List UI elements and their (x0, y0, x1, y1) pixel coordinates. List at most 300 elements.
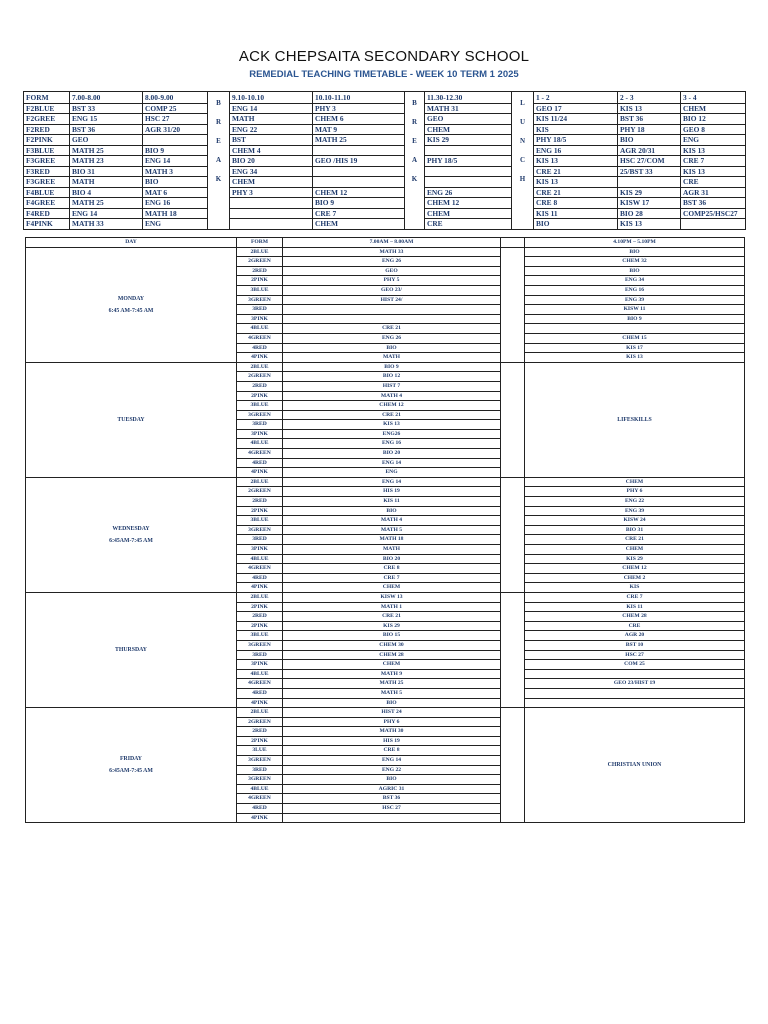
lesson-cell: MATH 25 (70, 198, 143, 209)
lesson-cell: CHEM (313, 219, 405, 230)
timetable-row (24, 166, 746, 177)
form-label: 3PINK (237, 545, 283, 555)
form-label: 3BLUE (237, 285, 283, 295)
lesson-cell: MATH 23 (70, 156, 143, 167)
lesson-cell: CHEM 12 (425, 198, 512, 209)
morning-lesson: CRE 21 (283, 324, 501, 334)
form-label: 3BLUE (237, 516, 283, 526)
spacer-cell (501, 238, 525, 248)
form-label: F2PINK (24, 135, 70, 146)
lesson-cell: BIO 31 (70, 166, 143, 177)
lesson-cell: CRE (681, 177, 746, 188)
evening-lesson: PHY 6 (525, 487, 745, 497)
lesson-cell: PHY 3 (230, 187, 313, 198)
column-header: 8.00-9.00 (143, 92, 208, 104)
form-label: 2RED (237, 266, 283, 276)
form-label: F2BLUE (24, 103, 70, 114)
timetable-row (24, 177, 746, 188)
lesson-cell: CRE (425, 219, 512, 230)
break-letter: B (412, 99, 417, 107)
morning-lesson: ENG26 (283, 429, 501, 439)
spacer-cell (501, 362, 525, 477)
timetable-row (24, 135, 746, 146)
evening-activity: CHRISTIAN UNION (525, 708, 745, 823)
morning-lesson: HIS 19 (283, 736, 501, 746)
timetable-row (24, 208, 746, 219)
form-label: 4RED (237, 458, 283, 468)
morning-lesson: ENG 26 (283, 257, 501, 267)
evening-lesson: KISW 24 (525, 516, 745, 526)
weekly-timetable-table (23, 91, 746, 230)
break-letter: L (520, 99, 525, 107)
morning-lesson: CRE 8 (283, 746, 501, 756)
timetable-row (24, 124, 746, 135)
form-label: 2PINK (237, 276, 283, 286)
form-label: F3BLUE (24, 145, 70, 156)
form-label: 4RED (237, 804, 283, 814)
form-label: 3GREEN (237, 756, 283, 766)
timetable-row (24, 114, 746, 125)
form-label: 3RED (237, 305, 283, 315)
lesson-cell (425, 166, 512, 177)
morning-lesson: CHEM 30 (283, 640, 501, 650)
lesson-cell: MATH 3 (143, 166, 208, 177)
column-header: FORM (24, 92, 70, 104)
lesson-cell: ENG 14 (230, 103, 313, 114)
break-letter: B (216, 99, 221, 107)
lesson-cell: KIS 11/24 (534, 114, 618, 125)
spacer-cell (501, 247, 525, 362)
lesson-cell: MATH (230, 114, 313, 125)
form-label: 4PINK (237, 698, 283, 708)
lesson-cell: KIS 13 (681, 166, 746, 177)
timetable-row (24, 187, 746, 198)
lesson-cell: CRE 21 (534, 187, 618, 198)
morning-lesson: HSC 27 (283, 804, 501, 814)
form-label: 2PINK (237, 506, 283, 516)
lesson-cell (425, 177, 512, 188)
form-label: 2BLUE (237, 592, 283, 602)
form-label: F4RED (24, 208, 70, 219)
form-label: 3BLUE (237, 401, 283, 411)
evening-header: 4.10PM – 5.10PM (525, 238, 745, 248)
lesson-cell: ENG 15 (70, 114, 143, 125)
morning-lesson: CHEM 28 (283, 650, 501, 660)
lesson-cell (425, 145, 512, 156)
lesson-cell: AGR 31 (681, 187, 746, 198)
lesson-cell: BIO 9 (143, 145, 208, 156)
daily-row (26, 362, 745, 372)
lesson-cell (313, 145, 405, 156)
lesson-cell: ENG (143, 219, 208, 230)
lesson-cell: CHEM (681, 103, 746, 114)
lesson-cell: GEO (425, 114, 512, 125)
morning-lesson: ENG 16 (283, 439, 501, 449)
morning-lesson: BST 36 (283, 794, 501, 804)
morning-lesson: BIO 12 (283, 372, 501, 382)
form-label: 4PINK (237, 583, 283, 593)
evening-lesson (525, 324, 745, 334)
day-name: FRIDAY (119, 756, 142, 763)
morning-lesson: BIO 9 (283, 362, 501, 372)
morning-lesson: MATH 18 (283, 535, 501, 545)
lesson-cell (230, 208, 313, 219)
form-label: 2RED (237, 381, 283, 391)
lesson-cell (143, 135, 208, 146)
day-cell (26, 247, 237, 362)
evening-lesson: ENG 16 (525, 285, 745, 295)
day-cell (26, 708, 237, 823)
lesson-cell: KIS 11 (534, 208, 618, 219)
lesson-cell: ENG 14 (70, 208, 143, 219)
lesson-cell: MAT 6 (143, 187, 208, 198)
morning-lesson: CHEM 12 (283, 401, 501, 411)
morning-lesson: MATH 25 (283, 679, 501, 689)
morning-lesson (283, 314, 501, 324)
daily-row (26, 477, 745, 487)
form-label: 4GREEN (237, 333, 283, 343)
evening-lesson: CRE (525, 621, 745, 631)
form-header: FORM (237, 238, 283, 248)
lesson-cell: COMP25/HSC27 (681, 208, 746, 219)
morning-lesson: ENG 26 (283, 333, 501, 343)
lesson-cell: 25/BST 33 (618, 166, 681, 177)
evening-lesson: HSC 27 (525, 650, 745, 660)
lesson-cell: MATH 18 (143, 208, 208, 219)
form-label: 3RED (237, 420, 283, 430)
form-label: 2PINK (237, 391, 283, 401)
evening-lesson: BIO (525, 266, 745, 276)
form-label: 4BLUE (237, 324, 283, 334)
lesson-cell: PHY 3 (313, 103, 405, 114)
form-label: 4GREEN (237, 794, 283, 804)
form-label: 2GREEN (237, 487, 283, 497)
day-time: 6:45AM-7:45 AM (109, 537, 153, 544)
column-header: 9.10-10.10 (230, 92, 313, 104)
column-header: 7.00-8.00 (70, 92, 143, 104)
form-label: 2BLUE (237, 247, 283, 257)
lesson-cell: CHEM (425, 124, 512, 135)
lesson-cell: GEO 8 (681, 124, 746, 135)
lesson-cell: CRE 8 (534, 198, 618, 209)
morning-lesson: MATH 1 (283, 602, 501, 612)
evening-lesson: KIS 29 (525, 554, 745, 564)
form-label: 2BLUE (237, 362, 283, 372)
lesson-cell: ENG 16 (534, 145, 618, 156)
morning-header: 7.00AM – 8.00AM (283, 238, 501, 248)
form-label: 2RED (237, 612, 283, 622)
lesson-cell: ENG 14 (143, 156, 208, 167)
timetable-row (24, 156, 746, 167)
form-label: 4RED (237, 688, 283, 698)
lesson-cell: ENG 16 (143, 198, 208, 209)
evening-lesson (525, 698, 745, 708)
lesson-cell: BIO 28 (618, 208, 681, 219)
morning-lesson: BIO 20 (283, 554, 501, 564)
break-column (208, 92, 230, 230)
break-letter: N (519, 137, 526, 145)
form-label: 2PINK (237, 621, 283, 631)
timetable-header-row (24, 92, 746, 104)
lesson-cell: ENG (681, 135, 746, 146)
column-header: 2 - 3 (618, 92, 681, 104)
lesson-cell (313, 177, 405, 188)
morning-lesson: HIS 19 (283, 487, 501, 497)
form-label: 3GREEN (237, 525, 283, 535)
morning-lesson: BIO 20 (283, 449, 501, 459)
form-label: 4BLUE (237, 554, 283, 564)
lesson-cell: CHEM (425, 208, 512, 219)
evening-lesson: KIS 13 (525, 353, 745, 363)
morning-lesson: BIO (283, 343, 501, 353)
timetable-row (24, 145, 746, 156)
morning-lesson: CHEM (283, 583, 501, 593)
form-label: 3PINK (237, 660, 283, 670)
evening-lesson: CHEM 12 (525, 564, 745, 574)
lesson-cell: MATH 31 (425, 103, 512, 114)
evening-lesson: CHEM 15 (525, 333, 745, 343)
lesson-cell (230, 219, 313, 230)
form-label: 3RED (237, 650, 283, 660)
spacer-cell (501, 477, 525, 592)
evening-lesson: KIS 11 (525, 602, 745, 612)
form-label: F2RED (24, 124, 70, 135)
morning-lesson (283, 813, 501, 823)
form-label: 3RED (237, 765, 283, 775)
day-cell (26, 362, 237, 477)
form-label: 2BLUE (237, 708, 283, 718)
morning-lesson: BIO (283, 698, 501, 708)
morning-lesson: KIS 11 (283, 497, 501, 507)
morning-lesson: MATH 9 (283, 669, 501, 679)
day-time: 6:45AM-7:45 AM (109, 768, 153, 775)
form-label: F4PINK (24, 219, 70, 230)
form-label: F4BLUE (24, 187, 70, 198)
column-header: 11.30-12.30 (425, 92, 512, 104)
form-label: 3PINK (237, 314, 283, 324)
break-letter: A (215, 156, 222, 164)
lesson-cell: MAT 9 (313, 124, 405, 135)
morning-lesson: ENG 14 (283, 477, 501, 487)
spacer-cell (501, 592, 525, 707)
break-letter: H (519, 175, 526, 183)
lesson-cell: HSC 27/COM (618, 156, 681, 167)
day-time: 6:45 AM-7:45 AM (108, 307, 154, 314)
morning-lesson: AGRIC 31 (283, 784, 501, 794)
break-letter: E (216, 137, 221, 145)
form-label: 4RED (237, 573, 283, 583)
form-label: 4PINK (237, 353, 283, 363)
lesson-cell: CHEM 4 (230, 145, 313, 156)
lesson-cell: KIS 13 (618, 103, 681, 114)
form-label: F2GREE (24, 114, 70, 125)
morning-lesson: BIO (283, 775, 501, 785)
lesson-cell: GEO (70, 135, 143, 146)
form-label: F4GREE (24, 198, 70, 209)
morning-lesson: HIST 24 (283, 708, 501, 718)
lesson-cell (313, 166, 405, 177)
day-cell (26, 592, 237, 707)
evening-lesson: BIO (525, 247, 745, 257)
break-letter: R (411, 118, 418, 126)
form-label: 4BLUE (237, 784, 283, 794)
morning-lesson: CHEM (283, 660, 501, 670)
break-letter: U (519, 118, 526, 126)
form-label: 2RED (237, 497, 283, 507)
morning-lesson: MATH (283, 545, 501, 555)
evening-lesson: KISW 11 (525, 305, 745, 315)
morning-lesson: MATH 30 (283, 727, 501, 737)
form-label: 2RED (237, 727, 283, 737)
school-name: ACK CHEPSAITA SECONDARY SCHOOL (238, 48, 530, 65)
lesson-cell: ENG 26 (425, 187, 512, 198)
morning-lesson: MATH (283, 353, 501, 363)
lesson-cell: BST (230, 135, 313, 146)
morning-lesson: PHY 5 (283, 276, 501, 286)
form-label: 4GREEN (237, 564, 283, 574)
lesson-cell (618, 177, 681, 188)
lesson-cell: KIS 29 (618, 187, 681, 198)
evening-lesson: CHEM (525, 545, 745, 555)
lesson-cell: MATH 33 (70, 219, 143, 230)
lesson-cell: KIS 29 (425, 135, 512, 146)
lesson-cell (230, 198, 313, 209)
lesson-cell: BIO 9 (313, 198, 405, 209)
break-letter: K (215, 175, 222, 183)
evening-lesson: BST 10 (525, 640, 745, 650)
day-name: MONDAY (117, 295, 145, 302)
morning-lesson: HIST 7 (283, 381, 501, 391)
form-label: 4GREEN (237, 449, 283, 459)
evening-lesson: KIS 17 (525, 343, 745, 353)
evening-lesson: CHEM 32 (525, 257, 745, 267)
lesson-cell: BST 33 (70, 103, 143, 114)
evening-lesson: ENG 39 (525, 506, 745, 516)
morning-lesson: CRE 7 (283, 573, 501, 583)
lesson-cell: AGR 31/20 (143, 124, 208, 135)
break-letter: R (215, 118, 222, 126)
lesson-cell: CRE 7 (681, 156, 746, 167)
evening-lesson: CRE 21 (525, 535, 745, 545)
evening-lesson: ENG 34 (525, 276, 745, 286)
lesson-cell: BIO (534, 219, 618, 230)
morning-lesson: ENG 14 (283, 458, 501, 468)
morning-lesson: KISW 13 (283, 592, 501, 602)
column-header: 10.10-11.10 (313, 92, 405, 104)
morning-lesson: MATH 5 (283, 525, 501, 535)
morning-lesson: MATH 5 (283, 688, 501, 698)
morning-lesson: ENG 14 (283, 756, 501, 766)
lesson-cell: BST 36 (681, 198, 746, 209)
lesson-cell: KIS 13 (534, 177, 618, 188)
form-label: 2GREEN (237, 257, 283, 267)
morning-lesson: ENG 22 (283, 765, 501, 775)
form-label: F3RED (24, 166, 70, 177)
lesson-cell: GEO 17 (534, 103, 618, 114)
lesson-cell: GEO /HIS 19 (313, 156, 405, 167)
lesson-cell: PHY 18/5 (425, 156, 512, 167)
form-label: 3GREEN (237, 775, 283, 785)
lesson-cell: BIO 20 (230, 156, 313, 167)
evening-lesson: GEO 23/HIST 19 (525, 679, 745, 689)
morning-lesson: MATH 33 (283, 247, 501, 257)
form-label: 4GREEN (237, 679, 283, 689)
evening-lesson (525, 688, 745, 698)
timetable-row (24, 219, 746, 230)
morning-lesson: ENG (283, 468, 501, 478)
lesson-cell: CHEM 12 (313, 187, 405, 198)
form-label: 4BLUE (237, 669, 283, 679)
lesson-cell: KIS 13 (681, 145, 746, 156)
break-letter: A (411, 156, 418, 164)
daily-header-row (26, 238, 745, 248)
form-label: 3GREEN (237, 410, 283, 420)
evening-lesson: BIO 9 (525, 314, 745, 324)
column-header: 3 - 4 (681, 92, 746, 104)
daily-row (26, 592, 745, 602)
morning-lesson: GEO (283, 266, 501, 276)
form-label: 2GREEN (237, 717, 283, 727)
break-letter: E (412, 137, 417, 145)
break-letter: C (519, 156, 526, 164)
form-label: 3LUE (237, 746, 283, 756)
morning-lesson: MATH 4 (283, 391, 501, 401)
lesson-cell (681, 219, 746, 230)
lesson-cell: COMP 25 (143, 103, 208, 114)
morning-lesson: HIST 24/ (283, 295, 501, 305)
form-label: 3GREEN (237, 295, 283, 305)
daily-remedial-table (25, 237, 745, 823)
morning-lesson: PHY 6 (283, 717, 501, 727)
evening-lesson: AGR 20 (525, 631, 745, 641)
lunch-column (512, 92, 534, 230)
lesson-cell: CRE 21 (534, 166, 618, 177)
form-label: 4PINK (237, 813, 283, 823)
lesson-cell: ENG 22 (230, 124, 313, 135)
daily-row (26, 247, 745, 257)
form-label: 3PINK (237, 429, 283, 439)
lesson-cell: PHY 18/5 (534, 135, 618, 146)
lesson-cell: BST 36 (618, 114, 681, 125)
timetable-row (24, 103, 746, 114)
form-label: 4RED (237, 343, 283, 353)
evening-lesson: KIS (525, 583, 745, 593)
lesson-cell: HSC 27 (143, 114, 208, 125)
evening-lesson: ENG 22 (525, 497, 745, 507)
form-label: 4PINK (237, 468, 283, 478)
morning-lesson: MATH 4 (283, 516, 501, 526)
form-label: 2PINK (237, 736, 283, 746)
lesson-cell: PHY 18 (618, 124, 681, 135)
lesson-cell: CHEM (230, 177, 313, 188)
morning-lesson: BIO 15 (283, 631, 501, 641)
lesson-cell: MATH 25 (70, 145, 143, 156)
day-name: WEDNESDAY (112, 525, 150, 532)
daily-row (26, 708, 745, 718)
lesson-cell: KIS (534, 124, 618, 135)
morning-lesson: CRE 21 (283, 612, 501, 622)
form-label: 3GREEN (237, 640, 283, 650)
form-label: F3GREE (24, 156, 70, 167)
lesson-cell: BIO 4 (70, 187, 143, 198)
evening-lesson: BIO 31 (525, 525, 745, 535)
lesson-cell: MATH 25 (313, 135, 405, 146)
lesson-cell: BIO (618, 135, 681, 146)
morning-lesson: KIS 13 (283, 420, 501, 430)
evening-lesson: CRE 7 (525, 592, 745, 602)
break-column (405, 92, 425, 230)
form-label: 2GREEN (237, 372, 283, 382)
